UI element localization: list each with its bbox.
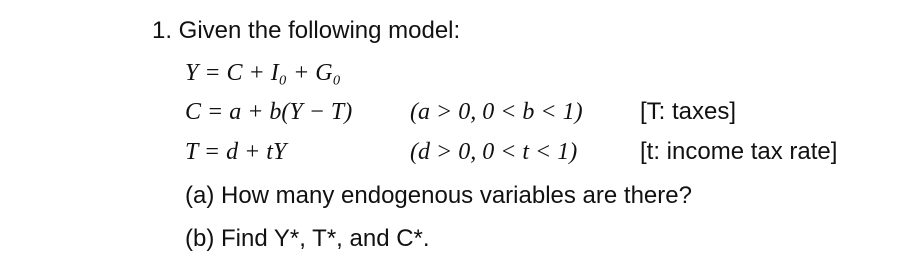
equation-income: Y = C + I₀ + G₀: [185, 60, 341, 86]
problem-title: 1. Given the following model:: [152, 17, 461, 44]
question-part-a: (a) How many endogenous variables are there?: [185, 182, 692, 209]
equation-taxes: T = d + tY: [185, 139, 287, 165]
condition-taxes: (d > 0, 0 < t < 1): [410, 139, 578, 165]
note-income-tax-rate: [t: income tax rate]: [640, 138, 838, 165]
note-taxes: [T: taxes]: [640, 98, 737, 125]
equation-consumption: C = a + b(Y − T): [185, 99, 353, 125]
condition-consumption: (a > 0, 0 < b < 1): [410, 99, 583, 125]
question-part-b: (b) Find Y*, T*, and C*.: [185, 225, 430, 252]
